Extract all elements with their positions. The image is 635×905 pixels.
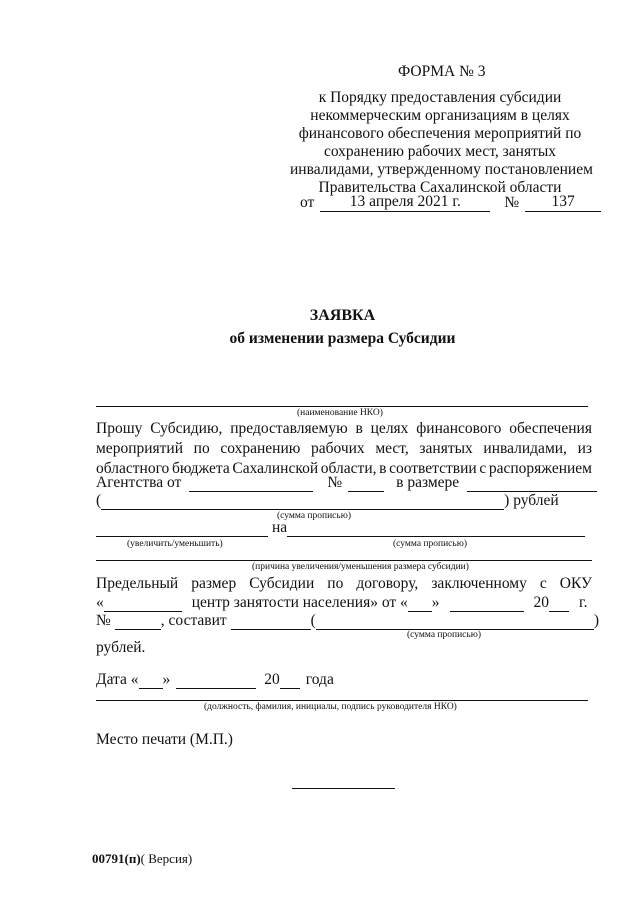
header-attachment-text xyxy=(290,89,593,197)
header-line: некоммерческим организациям в целях xyxy=(310,107,570,124)
header-line: сохранению рабочих мест, занятых xyxy=(323,143,557,160)
word: размер xyxy=(191,575,237,592)
header-line: Правительства Сахалинской области xyxy=(318,179,562,196)
sum-caption-1: (сумма прописью) xyxy=(277,511,351,521)
word: в xyxy=(355,420,363,437)
open-quote: « xyxy=(96,594,104,611)
word: Сахалинской xyxy=(232,460,319,477)
limit-line xyxy=(96,575,592,593)
date-month-field[interactable] xyxy=(176,673,256,689)
change-line xyxy=(96,519,585,537)
header-line: финансового обеспечения мероприятий по xyxy=(298,125,582,142)
paren-open: ( xyxy=(96,492,102,509)
word: мест, xyxy=(375,440,409,457)
date-close-quote: » xyxy=(162,671,171,688)
word: из xyxy=(577,440,592,457)
date-label: Дата « xyxy=(96,671,139,688)
word: областного xyxy=(96,460,170,477)
word: Прошу xyxy=(96,420,143,437)
contract-date-day-field[interactable] xyxy=(408,596,432,612)
date-day-field[interactable] xyxy=(139,673,163,689)
footer-code xyxy=(92,850,192,868)
word: инвалидами, xyxy=(483,440,567,457)
signature-short-line xyxy=(292,788,395,789)
agency-size-label: в размере xyxy=(396,474,460,491)
nko-name-caption: (наименование НКО) xyxy=(297,408,383,418)
agency-order-line xyxy=(96,474,597,492)
stamp-place: Место печати (М.П.) xyxy=(96,731,233,748)
word: бюджета xyxy=(171,460,230,477)
employment-center-text: центр занятости населения» от « xyxy=(191,594,408,611)
word: мероприятий xyxy=(96,440,184,457)
year-suffix: г. xyxy=(579,594,588,611)
paren-open-2: ( xyxy=(310,612,316,629)
contract-month-field[interactable] xyxy=(450,596,524,612)
word: в xyxy=(379,460,387,477)
word: занятых xyxy=(419,440,473,457)
decree-from-label: от xyxy=(300,194,315,211)
agency-order-number-label: № xyxy=(327,474,343,491)
sum-in-words-field-1[interactable] xyxy=(101,494,504,510)
close-quote: » xyxy=(431,594,440,611)
decree-date: 13 апреля 2021 г. xyxy=(320,193,490,212)
paragraph-line-2 xyxy=(96,440,592,458)
word: области, xyxy=(320,460,377,477)
form-number: ФОРМА № 3 xyxy=(398,63,486,80)
contract-number-line xyxy=(96,612,599,630)
sum-caption-2: (сумма прописью) xyxy=(393,539,467,549)
agency-order-number-field[interactable] xyxy=(348,476,384,492)
word: ОКУ xyxy=(559,575,592,592)
word: Субсидии xyxy=(249,575,315,592)
word: по xyxy=(193,440,210,457)
word: целях xyxy=(370,420,409,437)
rubley-text: рублей. xyxy=(96,639,146,656)
word: рабочих xyxy=(310,440,365,457)
agency-order-date-field[interactable] xyxy=(189,476,313,492)
agency-from-label: Агентства от xyxy=(96,474,182,491)
header-line: инвалидами, утвержденному постановлением xyxy=(290,161,593,178)
date-year-field[interactable] xyxy=(280,673,300,689)
header-line: к Порядку предоставления субсидии xyxy=(318,89,562,106)
signer-caption: (должность, фамилия, инициалы, подпись руководителя НКО) xyxy=(204,702,457,712)
nko-name-line xyxy=(96,406,588,407)
change-sum-field[interactable] xyxy=(287,521,585,537)
limit-sum-field[interactable] xyxy=(231,614,311,630)
decree-reference xyxy=(300,193,601,212)
document-version: ( Версия) xyxy=(140,851,193,866)
sum-caption-3: (сумма прописью) xyxy=(407,630,481,640)
limit-sum-words-field[interactable] xyxy=(316,614,594,630)
agency-size-field[interactable] xyxy=(467,476,597,492)
word: Предельный xyxy=(96,575,179,592)
contract-number-field[interactable] xyxy=(115,614,161,630)
word: по xyxy=(327,575,344,592)
date-year-suffix: года xyxy=(305,671,334,688)
document-title: ЗАЯВКА xyxy=(309,307,376,324)
word: распоряжением xyxy=(488,460,592,477)
increase-decrease-field[interactable] xyxy=(96,521,268,537)
word: Субсидию, xyxy=(150,420,223,437)
reason-line[interactable] xyxy=(96,560,592,561)
word: предоставляемую xyxy=(230,420,348,437)
number-label: № xyxy=(96,612,111,629)
document-code: 00791(п) xyxy=(92,851,141,866)
sum-in-words-line xyxy=(96,492,559,510)
employment-center-line xyxy=(96,594,588,612)
word: финансового xyxy=(416,420,502,437)
word: соответствии xyxy=(389,460,477,477)
paragraph-line-1 xyxy=(96,420,592,438)
date-year-prefix: 20 xyxy=(264,671,280,688)
word: с xyxy=(479,460,487,477)
reason-caption: (причина увеличения/уменьшения размера субсидии) xyxy=(252,562,469,572)
increase-decrease-caption: (увеличить/уменьшить) xyxy=(127,539,223,549)
decree-number-label: № xyxy=(504,194,520,211)
word: с xyxy=(539,575,547,592)
paren-close-2: ) xyxy=(593,612,600,629)
signer-line[interactable] xyxy=(96,700,588,701)
word: обеспечения xyxy=(509,420,592,437)
will-be-label: , составит xyxy=(160,612,227,629)
word: заключенному xyxy=(431,575,527,592)
document-subtitle: об изменении размера Субсидии xyxy=(229,330,456,347)
application-date-line xyxy=(96,671,334,689)
word: сохранению xyxy=(220,440,301,457)
na-label: на xyxy=(272,519,288,536)
contract-year-field[interactable] xyxy=(549,596,569,612)
decree-number: 137 xyxy=(525,193,601,212)
word: договору, xyxy=(356,575,419,592)
year-prefix: 20 xyxy=(533,594,550,611)
contract-day-field[interactable] xyxy=(104,596,182,612)
rubley-label: ) рублей xyxy=(504,492,559,509)
